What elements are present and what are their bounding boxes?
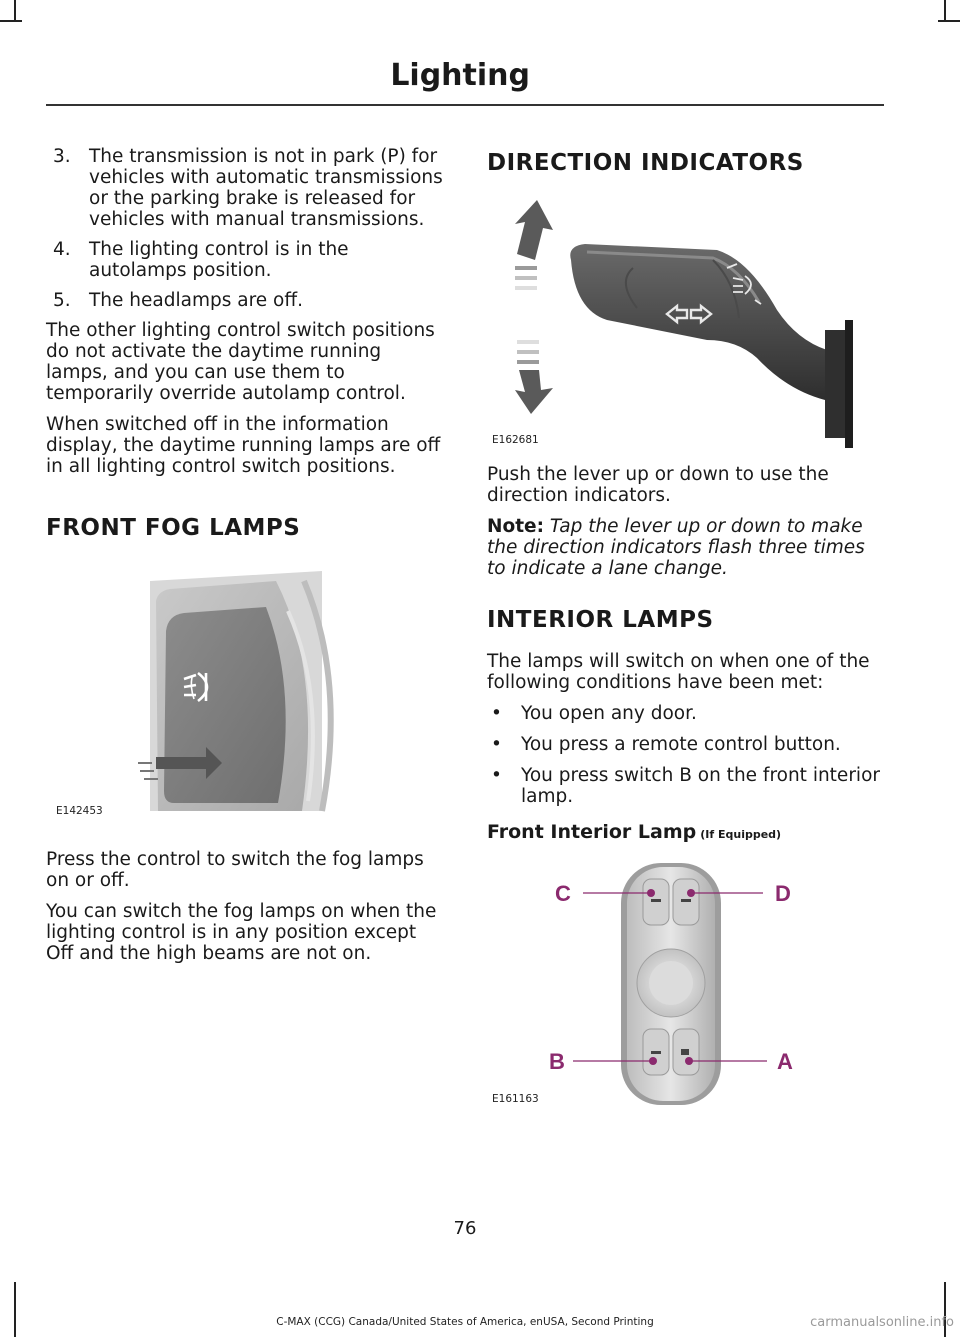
front-interior-lamp-heading: Front Interior Lamp (If Equipped) [487, 821, 782, 843]
list-item: • You open any door. [491, 703, 697, 724]
equipped-tag: (If Equipped) [700, 828, 782, 841]
direction-indicators-heading: DIRECTION INDICATORS [487, 150, 804, 176]
edition-line: C-MAX (CCG) Canada/United States of America, enUSA, Second Printing [276, 1316, 654, 1328]
header-divider [46, 104, 884, 106]
interior-conditions-list [487, 703, 887, 807]
paragraph: Press the control to switch the fog lamps on or off. [46, 849, 424, 891]
interior-lamp-figure [487, 857, 887, 1107]
note-text: Tap the lever up or down to make the direction indicators flash three times to indicate a lane change. [487, 516, 865, 579]
down-arrow-icon [515, 340, 553, 414]
crop-mark [14, 0, 16, 22]
list-item: 5. The headlamps are off. [53, 290, 303, 311]
figure-code: E162681 [492, 434, 539, 446]
list-item: • You press switch B on the front interior lamp. [491, 765, 880, 807]
left-column [46, 146, 446, 974]
crop-mark [944, 0, 946, 22]
indicator-lever-illustration [487, 190, 887, 450]
interior-lamp-illustration [487, 857, 887, 1107]
label-b: B [549, 1049, 565, 1074]
interior-lamps-heading: INTERIOR LAMPS [487, 607, 714, 633]
paragraph: The lamps will switch on when one of the following conditions have been met: [487, 651, 870, 693]
list-item: 3. The transmission is not in park (P) for vehicles with automatic transmissions or the parking brake is released for vehicles with manual transmissions. [53, 146, 443, 230]
page-title: Lighting [390, 58, 530, 93]
crop-mark [0, 20, 22, 22]
figure-code: E161163 [492, 1093, 539, 1105]
watermark: carmanualsonline.info [810, 1315, 954, 1330]
fog-lamps-heading: FRONT FOG LAMPS [46, 515, 301, 541]
note [487, 516, 887, 579]
condition-steps [46, 146, 446, 311]
paragraph: When switched off in the information display, the daytime running lamps are off in all lighting control switch positions. [46, 414, 441, 477]
list-item: • You press a remote control button. [491, 734, 841, 755]
note-label: Note: [487, 516, 544, 537]
page-number: 76 [453, 1218, 477, 1239]
direction-lever-figure [487, 190, 887, 450]
crop-mark [14, 1282, 16, 1337]
up-arrow-icon [515, 200, 553, 290]
label-a: A [777, 1049, 793, 1074]
label-c: C [555, 881, 571, 906]
paragraph: The other lighting control switch positions do not activate the daytime running lamps, and you can use them to temporarily override autolamp control. [46, 320, 435, 404]
fog-lamp-figure [46, 571, 446, 827]
label-d: D [775, 881, 791, 906]
crop-mark [938, 20, 960, 22]
fog-switch-illustration [46, 571, 446, 827]
list-item: 4. The lighting control is in the autolamps position. [53, 239, 349, 281]
right-column [487, 146, 887, 1107]
figure-code: E142453 [56, 805, 103, 817]
paragraph: Push the lever up or down to use the direction indicators. [487, 464, 829, 506]
paragraph: You can switch the fog lamps on when the lighting control is in any position except Off and the high beams are not on. [46, 901, 437, 964]
